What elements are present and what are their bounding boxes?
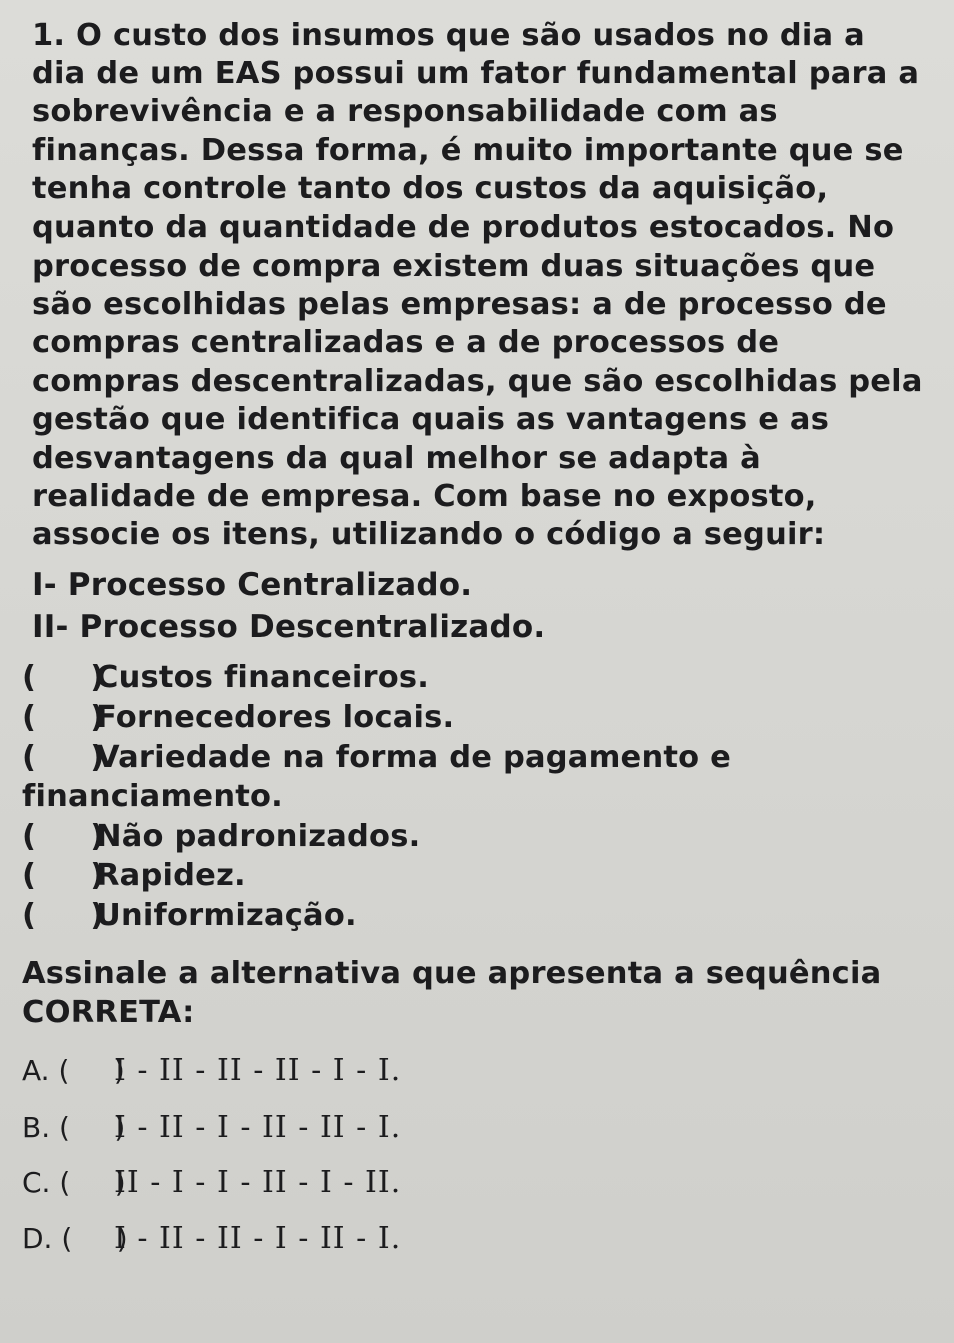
question-line-12: desvantagens da qual melhor se adapta à — [32, 441, 761, 476]
question-line-7: processo de compra existem duas situações que — [32, 249, 876, 284]
item-3-continuation: financiamento. — [22, 779, 283, 814]
item-text: Custos financeiros. — [96, 660, 430, 695]
item-1 — [22, 659, 429, 697]
question-line-11: gestão que identifica quais as vantagens e as — [32, 402, 830, 437]
alternative-letter: C. ( ) — [22, 1166, 126, 1199]
question-line-4: finanças. Dessa forma, é muito importante que se — [32, 133, 904, 168]
alternative-sequence: II - I - I - II - I - II. — [114, 1165, 402, 1200]
question-line-1: 1. O custo dos insumos que são usados no dia a — [32, 18, 865, 53]
question-line-2: dia de um EAS possui um fator fundamental para a — [32, 56, 920, 91]
alternative-sequence: I - II - I - II - II - I. — [114, 1110, 402, 1145]
code-I: I- Processo Centralizado. — [32, 567, 473, 603]
question-line-10: compras descentralizadas, que são escolhidas pela — [32, 364, 923, 399]
question-line-6: quanto da quantidade de produtos estocados. No — [32, 210, 895, 245]
item-text: Uniformização. — [96, 898, 357, 933]
item-text: Fornecedores locais. — [96, 700, 455, 735]
item-paren[interactable]: ( ) — [22, 660, 105, 695]
question-line-14: associe os itens, utilizando o código a seguir: — [32, 517, 826, 552]
item-3 — [22, 739, 731, 777]
question-line-5: tenha controle tanto dos custos da aquisição, — [32, 171, 829, 206]
question-line-8: são escolhidas pelas empresas: a de processo de — [32, 287, 887, 322]
item-4 — [22, 818, 420, 856]
item-text: Não padronizados. — [96, 819, 421, 854]
question-line-3: sobrevivência e a responsabilidade com as — [32, 94, 778, 129]
alternative-b[interactable] — [22, 1109, 401, 1151]
question-line-9: compras centralizadas e a de processos de — [32, 325, 780, 360]
item-paren[interactable]: ( ) — [22, 898, 105, 933]
item-paren[interactable]: ( ) — [22, 819, 105, 854]
question-line-13: realidade de empresa. Com base no exposto, — [32, 479, 817, 514]
item-paren[interactable]: ( ) — [22, 740, 105, 775]
alternative-a[interactable] — [22, 1052, 401, 1094]
alternative-c[interactable] — [22, 1164, 401, 1206]
alternative-letter: A. ( ) — [22, 1054, 125, 1087]
alternative-sequence: I - II - II - II - I - I. — [114, 1053, 402, 1088]
item-5 — [22, 857, 246, 895]
item-2 — [22, 699, 454, 737]
item-paren[interactable]: ( ) — [22, 700, 105, 735]
prompt-line-1: Assinale a alternativa que apresenta a sequência — [22, 956, 882, 991]
code-II: II- Processo Descentralizado. — [32, 609, 546, 645]
item-paren[interactable]: ( ) — [22, 858, 105, 893]
item-text: Variedade na forma de pagamento e — [96, 740, 731, 775]
item-6 — [22, 897, 357, 935]
alternative-d[interactable] — [22, 1220, 401, 1262]
alternative-letter: D. ( ) — [22, 1222, 128, 1255]
item-text: Rapidez. — [96, 858, 246, 893]
alternative-letter: B. ( ) — [22, 1111, 126, 1144]
alternative-sequence: I - II - II - I - II - I. — [114, 1221, 402, 1256]
prompt-line-2: CORRETA: — [22, 995, 195, 1030]
